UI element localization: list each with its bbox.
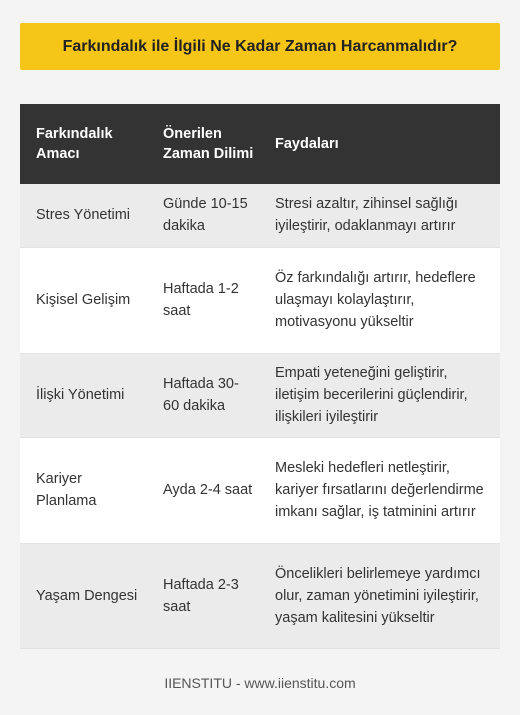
- table-row: [20, 543, 500, 648]
- cell-benefits: Mesleki hedefleri netleştirir, kariyer fırsatlarını değerlendirme imkanı sağlar, iş tatminini artırır: [262, 437, 500, 543]
- cell-time: Haftada 2-3 saat: [147, 543, 262, 648]
- cell-benefits: Stresi azaltır, zihinsel sağlığı iyileştirir, odaklanmayı artırır: [262, 184, 500, 247]
- table-row: [20, 437, 500, 543]
- table-header-row: [20, 104, 500, 184]
- page-title: Farkındalık ile İlgili Ne Kadar Zaman Harcanmalıdır?: [62, 37, 458, 55]
- cell-purpose: Stres Yönetimi: [20, 184, 147, 247]
- footer-credit: IIENSTITU - www.iienstitu.com: [164, 675, 356, 691]
- cell-purpose: Yaşam Dengesi: [20, 543, 147, 648]
- header-benefits: Faydaları: [262, 104, 500, 184]
- header-purpose: Farkındalık Amacı: [20, 104, 147, 184]
- cell-benefits: Öncelikleri belirlemeye yardımcı olur, zaman yönetimini iyileştirir, yaşam kalitesini yükseltir: [262, 543, 500, 648]
- info-table: [20, 104, 500, 649]
- cell-purpose: Kişisel Gelişim: [20, 247, 147, 353]
- title-banner: [20, 23, 500, 70]
- cell-benefits: Öz farkındalığı artırır, hedeflere ulaşmayı kolaylaştırır, motivasyonu yükseltir: [262, 247, 500, 353]
- cell-time: Ayda 2-4 saat: [147, 437, 262, 543]
- cell-purpose: Kariyer Planlama: [20, 437, 147, 543]
- table-row: [20, 184, 500, 247]
- cell-purpose: İlişki Yönetimi: [20, 353, 147, 437]
- table-row: [20, 247, 500, 353]
- cell-time: Haftada 30-60 dakika: [147, 353, 262, 437]
- header-time: Önerilen Zaman Dilimi: [147, 104, 262, 184]
- table-row: [20, 353, 500, 437]
- cell-benefits: Empati yeteneğini geliştirir, iletişim becerilerini güçlendirir, ilişkileri iyileştirir: [262, 353, 500, 437]
- cell-time: Günde 10-15 dakika: [147, 184, 262, 247]
- cell-time: Haftada 1-2 saat: [147, 247, 262, 353]
